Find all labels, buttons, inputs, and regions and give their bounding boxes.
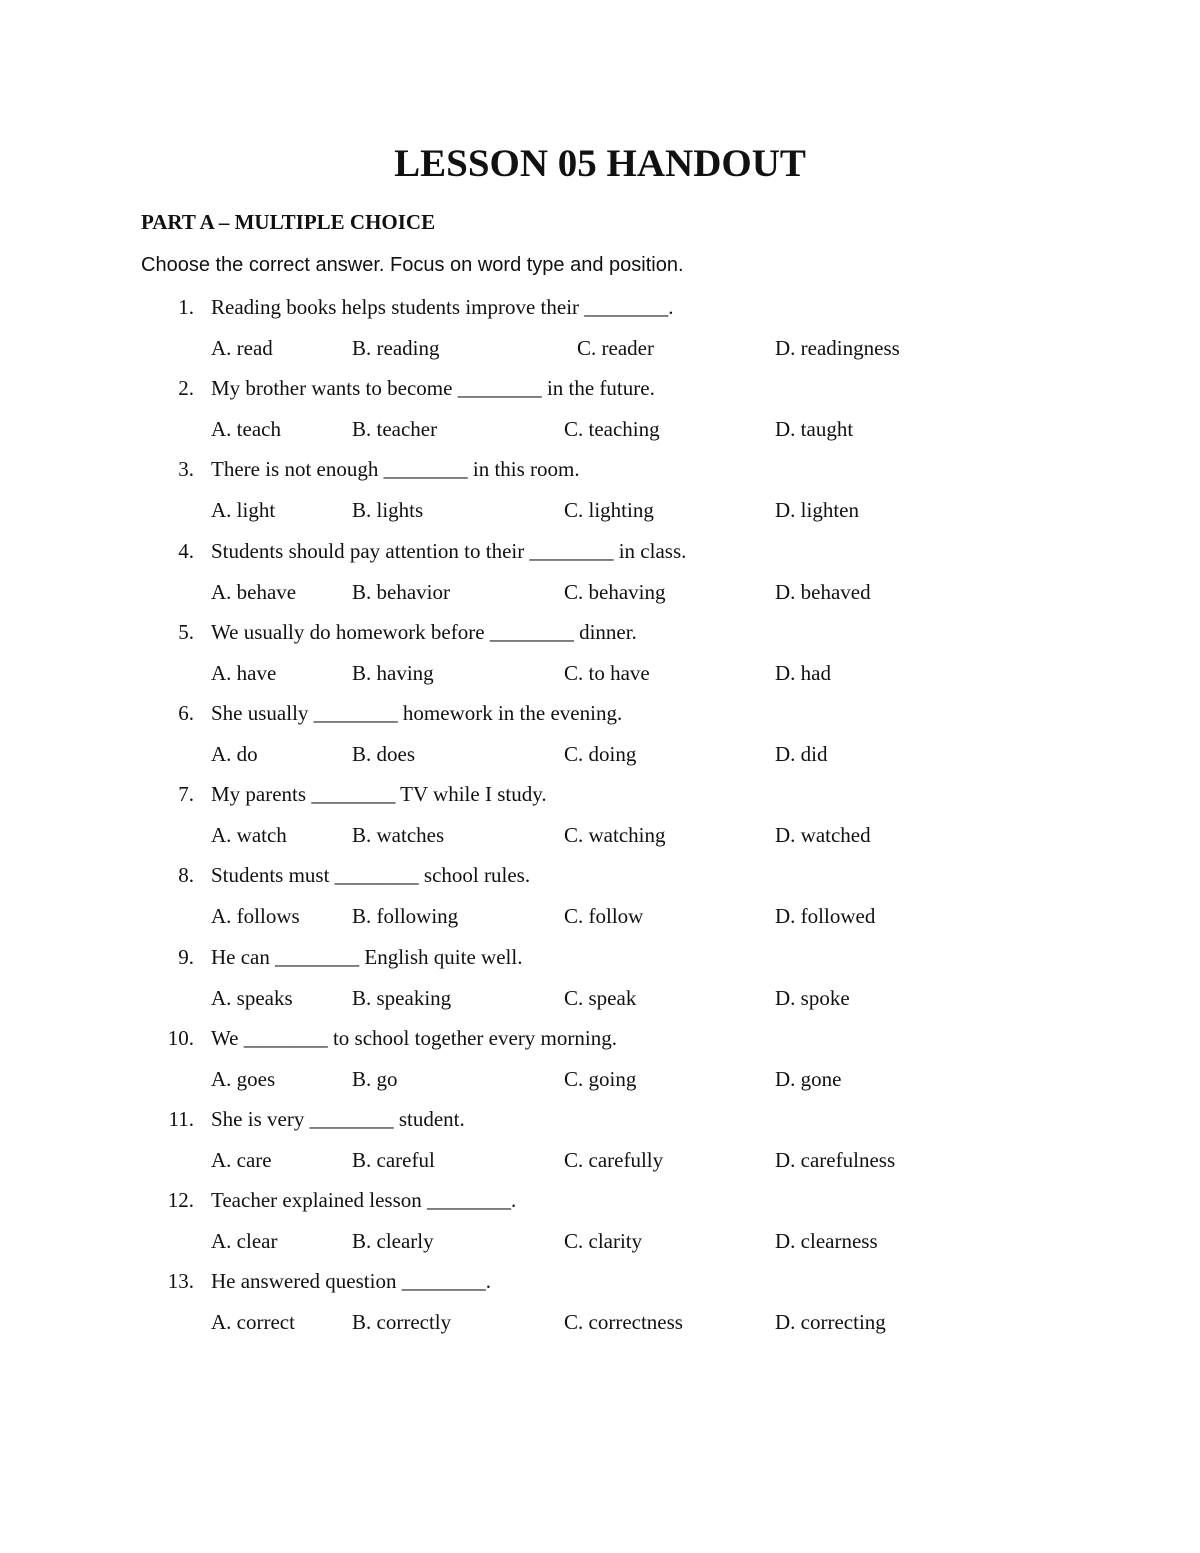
question-text: My parents ________ TV while I study. — [211, 782, 547, 807]
option-c: C. watching — [564, 823, 666, 848]
question-number: 1. — [178, 295, 194, 319]
question-text: Students must ________ school rules. — [211, 863, 531, 888]
question-item — [0, 292, 1200, 373]
question-text: He can ________ English quite well. — [211, 944, 523, 969]
option-b: B. lights — [352, 498, 424, 523]
option-b: B. go — [352, 1066, 398, 1091]
option-a: A. have — [211, 660, 277, 685]
option-c: C. follow — [564, 904, 644, 929]
option-d: D. watched — [775, 823, 871, 848]
option-c: C. doing — [564, 741, 637, 766]
option-c: C. clarity — [564, 1229, 643, 1254]
question-number: 9. — [178, 944, 194, 969]
option-b: B. does — [352, 741, 415, 766]
question-number: 6. — [178, 700, 194, 725]
question-item — [0, 942, 1200, 1023]
question-text: Reading books helps students improve their ________. — [211, 295, 674, 319]
option-d: D. did — [775, 741, 828, 766]
option-a: A. care — [211, 1147, 272, 1172]
option-d: D. clearness — [775, 1229, 878, 1254]
option-d: D. lighten — [775, 498, 859, 523]
option-b: B. reading — [352, 336, 440, 360]
option-b: B. teacher — [352, 417, 438, 442]
option-b: B. correctly — [352, 1310, 452, 1335]
question-item — [0, 698, 1200, 779]
option-b: B. following — [352, 904, 459, 929]
option-c: C. lighting — [564, 498, 654, 523]
question-number: 7. — [178, 782, 194, 807]
option-a: A. clear — [211, 1229, 278, 1254]
option-c: C. going — [564, 1066, 637, 1091]
question-item — [0, 860, 1200, 941]
option-a: A. teach — [211, 417, 281, 442]
question-item — [0, 617, 1200, 698]
question-text: He answered question ________. — [211, 1269, 491, 1294]
question-number: 8. — [178, 863, 194, 888]
option-b: B. watches — [352, 823, 445, 848]
question-list — [0, 292, 1200, 1347]
option-d: D. followed — [775, 904, 876, 929]
option-d: D. taught — [775, 417, 854, 442]
option-a: A. goes — [211, 1066, 276, 1091]
option-a: A. speaks — [211, 985, 293, 1010]
question-text: We usually do homework before ________ dinner. — [211, 619, 637, 644]
option-c: C. behaving — [564, 579, 666, 604]
question-text: She is very ________ student. — [211, 1106, 465, 1131]
option-c: C. carefully — [564, 1147, 664, 1172]
option-d: D. gone — [775, 1066, 842, 1091]
option-a: A. do — [211, 741, 258, 766]
question-item — [0, 454, 1200, 535]
question-item — [0, 373, 1200, 454]
option-d: D. behaved — [775, 579, 871, 604]
question-number: 12. — [167, 1188, 194, 1213]
option-b: B. speaking — [352, 985, 452, 1010]
option-c: C. correctness — [564, 1310, 683, 1335]
question-item — [0, 779, 1200, 860]
question-number: 4. — [178, 538, 194, 563]
instruction-text: Choose the correct answer. Focus on word type and position. — [141, 254, 684, 276]
question-text: We ________ to school together every morning. — [211, 1025, 617, 1050]
option-a: A. light — [211, 498, 276, 523]
option-a: A. read — [211, 336, 273, 360]
option-b: B. having — [352, 660, 434, 685]
option-d: D. spoke — [775, 985, 850, 1010]
option-c: C. speak — [564, 985, 637, 1010]
question-item — [0, 1185, 1200, 1266]
question-text: My brother wants to become ________ in the future. — [211, 376, 655, 401]
part-heading: PART A – MULTIPLE CHOICE — [141, 210, 436, 234]
option-c: C. reader — [577, 336, 654, 360]
option-b: B. clearly — [352, 1229, 434, 1254]
question-text: Teacher explained lesson ________. — [211, 1188, 517, 1213]
page-title: LESSON 05 HANDOUT — [394, 142, 806, 185]
option-d: D. readingness — [775, 336, 900, 360]
question-text: She usually ________ homework in the evening. — [211, 700, 623, 725]
option-c: C. teaching — [564, 417, 660, 442]
option-d: D. had — [775, 660, 831, 685]
option-a: A. follows — [211, 904, 300, 929]
option-d: D. correcting — [775, 1310, 886, 1335]
option-d: D. carefulness — [775, 1147, 896, 1172]
question-number: 13. — [167, 1269, 194, 1294]
question-number: 11. — [168, 1106, 194, 1131]
question-text: Students should pay attention to their ________ in class. — [211, 538, 687, 563]
option-b: B. behavior — [352, 579, 450, 604]
question-item — [0, 1104, 1200, 1185]
question-number: 2. — [178, 376, 194, 401]
question-number: 5. — [178, 619, 194, 644]
option-b: B. careful — [352, 1147, 435, 1172]
question-item — [0, 1266, 1200, 1347]
option-a: A. watch — [211, 823, 287, 848]
question-number: 10. — [167, 1025, 194, 1050]
question-item — [0, 536, 1200, 617]
question-text: There is not enough ________ in this room. — [211, 457, 580, 482]
option-c: C. to have — [564, 660, 650, 685]
option-a: A. correct — [211, 1310, 295, 1335]
option-a: A. behave — [211, 579, 297, 604]
question-item — [0, 1023, 1200, 1104]
question-number: 3. — [178, 457, 194, 482]
